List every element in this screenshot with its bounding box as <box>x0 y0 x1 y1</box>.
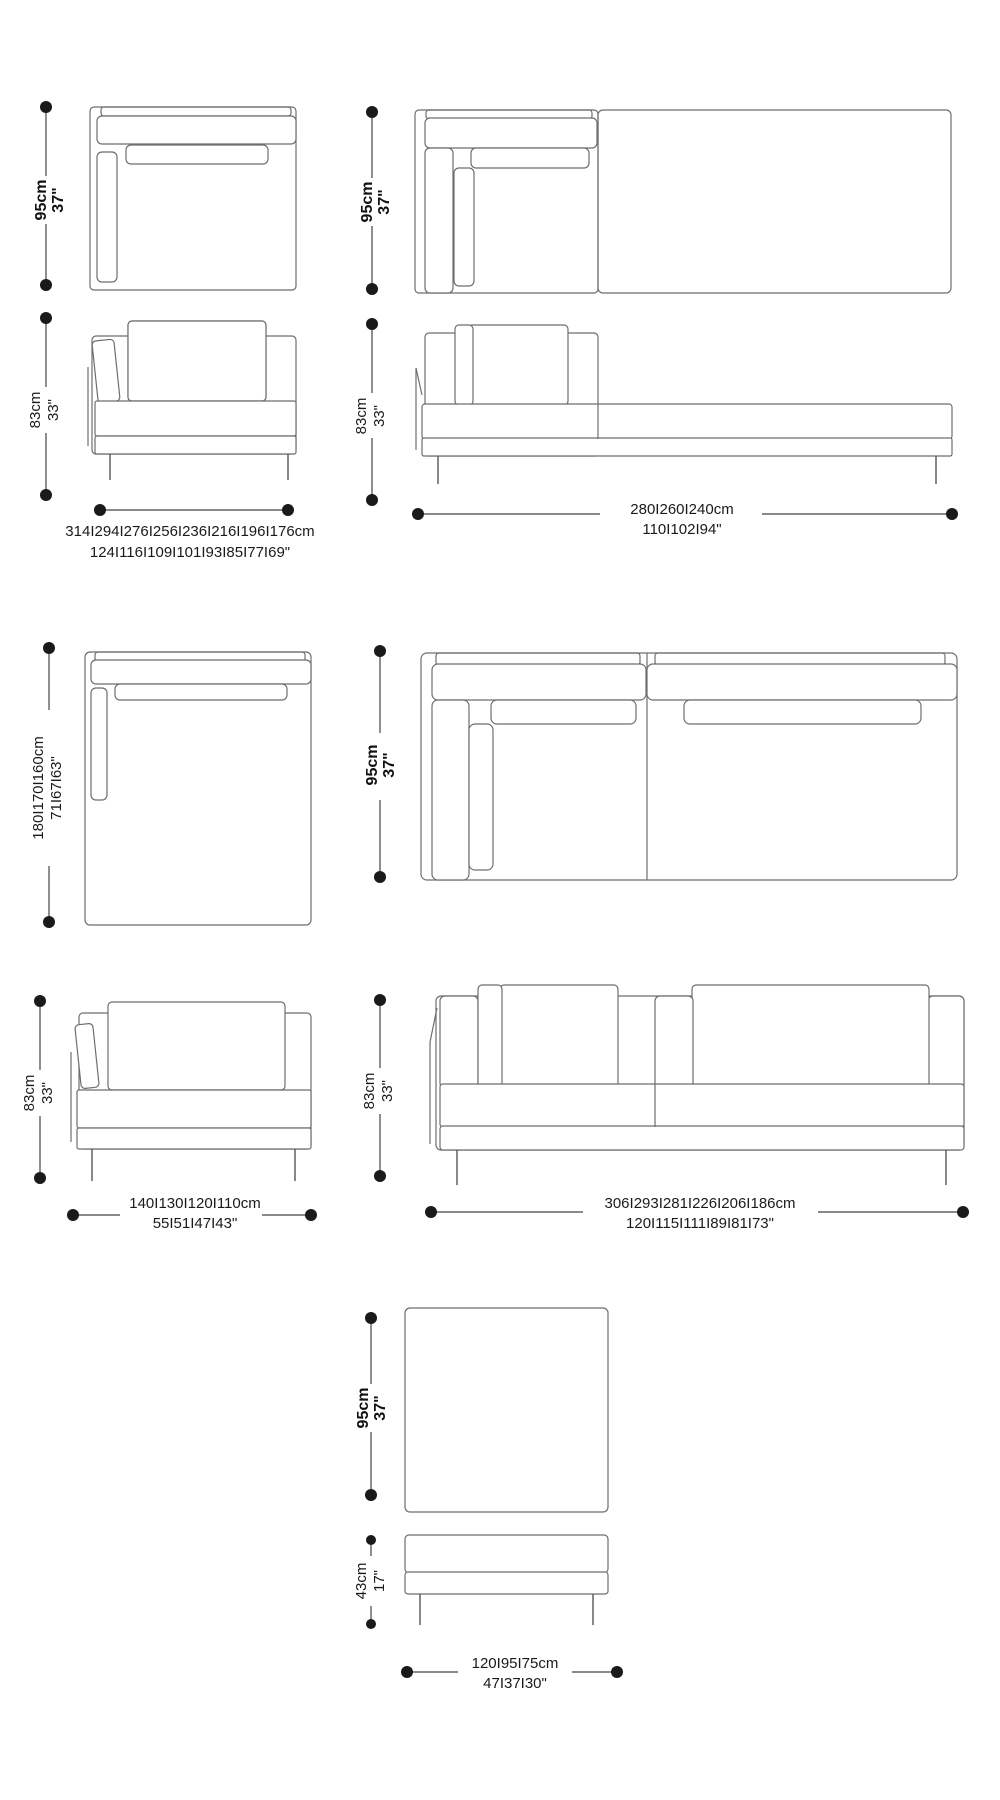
sofa-two-seat-depth-dimension <box>364 645 398 883</box>
chaise-right-width-dimension <box>412 501 958 538</box>
chaise-left-height-dimension <box>21 995 56 1184</box>
chaise-right-height-cm: 83cm <box>353 397 370 435</box>
chaise-right-depth-dimension <box>359 106 393 295</box>
chaise-left-depth-dimension <box>30 642 65 928</box>
chaise-left-width-in: 55I51I47I43" <box>152 1215 238 1232</box>
chaise-left-height-in: 33" <box>39 1081 56 1105</box>
module-ottoman <box>353 1308 623 1692</box>
sofa-two-seat-width-dimension <box>425 1195 969 1232</box>
module-chaise-left <box>21 642 317 1232</box>
module-chaise-right <box>353 106 958 538</box>
armchair-left-height-cm: 83cm <box>27 391 44 429</box>
chaise-right-height-in: 33" <box>371 404 388 428</box>
sofa-two-seat-depth-cm: 95cm <box>364 744 381 786</box>
ottoman-width-in: 47I37I30" <box>483 1675 547 1692</box>
ottoman-front-view <box>405 1535 608 1625</box>
armchair-left-width-in: 124I116I109I101I93I85I77I69" <box>89 544 291 561</box>
chaise-left-width-cm: 140I130I120I110cm <box>129 1195 261 1212</box>
sofa-two-seat-width-cm: 306I293I281I226I206I186cm <box>604 1195 796 1212</box>
ottoman-width-cm: 120I95I75cm <box>471 1655 559 1672</box>
ottoman-height-in: 17" <box>371 1569 388 1593</box>
chaise-left-top-view <box>85 652 311 925</box>
chaise-left-height-cm: 83cm <box>21 1074 38 1112</box>
ottoman-height-cm: 43cm <box>353 1562 370 1600</box>
chaise-left-front-view <box>71 1002 311 1181</box>
armchair-left-depth-in: 37" <box>50 187 67 213</box>
sofa-two-seat-top-view <box>421 653 957 880</box>
armchair-left-width-cm: 314I294I276I256I236I216I196I176cm <box>65 523 315 540</box>
ottoman-depth-dimension <box>355 1312 389 1501</box>
armchair-left-depth-cm: 95cm <box>33 179 50 221</box>
chaise-left-width-dimension <box>67 1195 317 1232</box>
sofa-two-seat-width-in: 120I115I111I89I81I73" <box>626 1215 774 1232</box>
armchair-left-height-dimension <box>27 312 62 501</box>
sofa-two-seat-depth-in: 37" <box>381 752 398 778</box>
chaise-left-depth-in: 71I67I63" <box>48 756 65 820</box>
ottoman-top-view <box>405 1308 608 1512</box>
chaise-right-depth-cm: 95cm <box>359 181 376 223</box>
ottoman-width-dimension <box>401 1655 623 1692</box>
sofa-two-seat-height-cm: 83cm <box>361 1072 378 1110</box>
ottoman-depth-in: 37" <box>372 1395 389 1421</box>
chaise-right-width-in: 110I102I94" <box>642 521 722 538</box>
sofa-two-seat-height-dimension <box>361 994 396 1182</box>
sofa-two-seat-height-in: 33" <box>379 1079 396 1103</box>
chaise-left-depth-cm: 180I170I160cm <box>30 736 47 840</box>
chaise-right-height-dimension <box>353 318 388 506</box>
sofa-two-seat-front-view <box>430 985 964 1185</box>
armchair-left-front-view <box>88 321 296 480</box>
armchair-left-depth-dimension <box>33 101 67 291</box>
armchair-left-width-dimension <box>65 504 314 561</box>
chaise-right-width-cm: 280I260I240cm <box>630 501 734 518</box>
ottoman-depth-cm: 95cm <box>355 1387 372 1429</box>
armchair-left-top-view <box>90 107 296 290</box>
armchair-left-height-in: 33" <box>45 398 62 422</box>
module-armchair-left <box>27 101 315 561</box>
chaise-right-depth-in: 37" <box>376 189 393 215</box>
chaise-right-front-view <box>416 325 952 484</box>
chaise-right-top-view <box>415 110 951 293</box>
ottoman-height-dimension <box>353 1535 388 1629</box>
module-sofa-two-seat <box>361 645 969 1232</box>
